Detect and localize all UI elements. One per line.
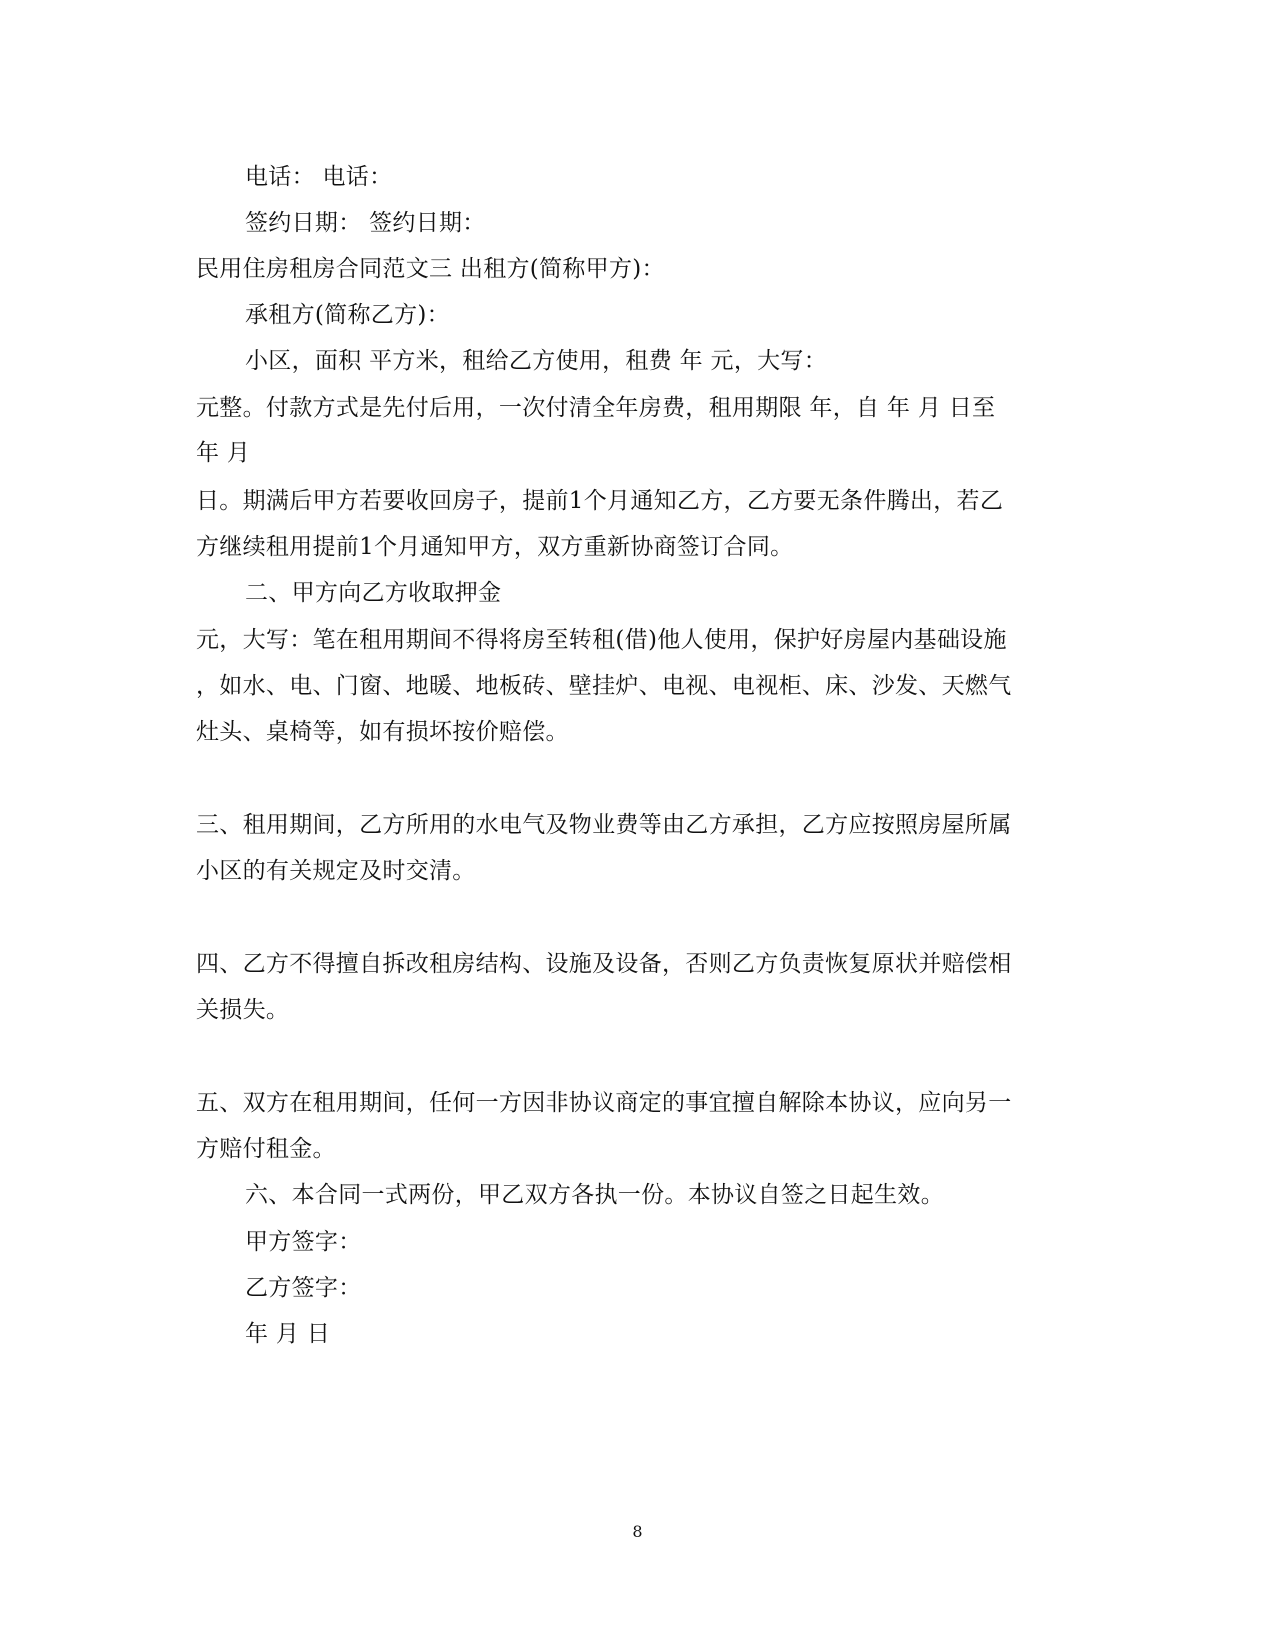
party-a-signature-line: 甲方签字： <box>245 1229 362 1255</box>
page-number: 8 <box>632 1522 643 1541</box>
clause-4-line-2: 关损失。 <box>196 997 290 1023</box>
clause-3-line-1: 三、租用期间，乙方所用的水电气及物业费等由乙方承担，乙方应按照房屋所属 <box>196 812 1012 838</box>
clause-6-line: 六、本合同一式两份，甲乙双方各执一份。本协议自签之日起生效。 <box>245 1182 944 1208</box>
clause-3-line-2: 小区的有关规定及时交清。 <box>196 858 476 884</box>
year-month-line: 年 月 <box>196 440 251 466</box>
payment-line: 元整。付款方式是先付后用，一次付清全年房费，租用期限 年，自 年 月 日至 <box>196 395 996 421</box>
clause-2-heading: 二、甲方向乙方收取押金 <box>245 580 502 606</box>
contract-title-line: 民用住房租房合同范文三 出租方(简称甲方)： <box>196 256 665 282</box>
phone-line: 电话： 电话： <box>245 164 393 190</box>
damage-line: 灶头、桌椅等，如有损坏按价赔偿。 <box>196 719 569 745</box>
lessee-line: 承租方(简称乙方)： <box>245 302 450 328</box>
sign-date-line: 签约日期： 签约日期： <box>245 210 486 236</box>
facilities-line: ，如水、电、门窗、地暖、地板砖、壁挂炉、电视、电视柜、床、沙发、天燃气 <box>196 673 1012 699</box>
clause-5-line-2: 方赔付租金。 <box>196 1136 336 1162</box>
term-end-line: 日。期满后甲方若要收回房子，提前1个月通知乙方，乙方要无条件腾出，若乙 <box>196 488 1004 514</box>
clause-5-line-1: 五、双方在租用期间，任何一方因非协议商定的事宜擅自解除本协议，应向另一 <box>196 1090 1012 1116</box>
clause-4-line-1: 四、乙方不得擅自拆改租房结构、设施及设备，否则乙方负责恢复原状并赔偿相 <box>196 951 1012 977</box>
renewal-line: 方继续租用提前1个月通知甲方，双方重新协商签订合同。 <box>196 534 794 560</box>
area-rent-line: 小区，面积 平方米，租给乙方使用，租费 年 元，大写： <box>245 348 828 374</box>
deposit-line: 元，大写：笔在租用期间不得将房至转租(借)他人使用，保护好房屋内基础设施 <box>196 627 1007 653</box>
date-line: 年 月 日 <box>245 1321 331 1347</box>
party-b-signature-line: 乙方签字： <box>245 1275 362 1301</box>
